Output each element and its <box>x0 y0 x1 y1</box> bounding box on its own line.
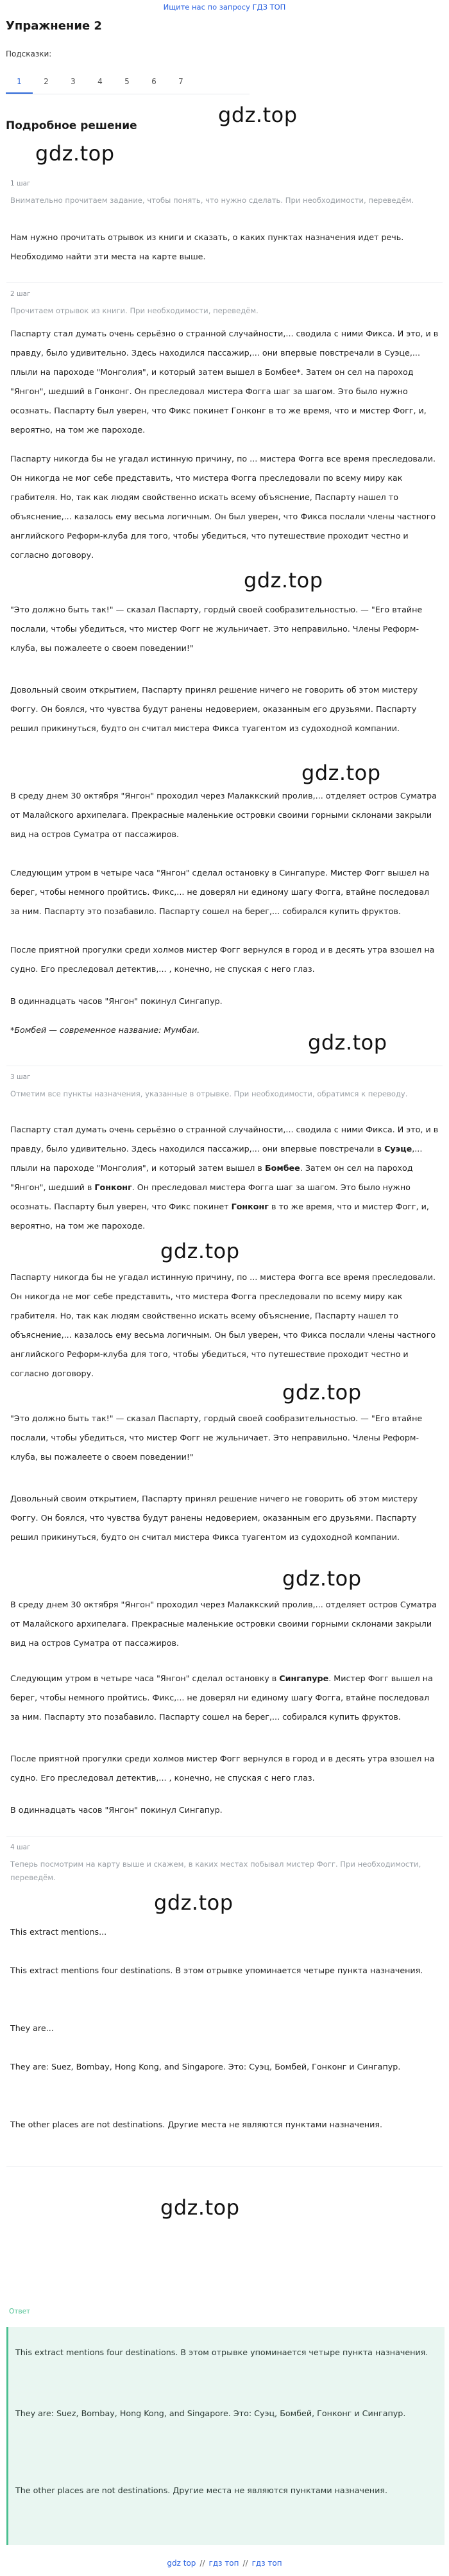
footer-link[interactable]: gdz top <box>167 2559 196 2568</box>
step-paragraph: В среду днем 30 октября "Янгон" проходил через Малаккский пролив,... отделяет остров Суматра от Малайского архипелага. Прекрасные маленькие островки своими горными склонами закрыли вид на остров Суматра от пассажиров. <box>10 1600 437 1648</box>
hints-label: Подсказки: <box>6 49 52 58</box>
watermark: gdz.top <box>35 141 115 166</box>
watermark: gdz.top <box>154 1890 233 1915</box>
tab-3[interactable]: 3 <box>71 77 76 86</box>
tab-1[interactable]: 1 <box>6 71 33 94</box>
footer-separator: // <box>199 2559 205 2568</box>
step-label: 4 шаг <box>10 1844 31 1851</box>
step-paragraph: Нам нужно прочитать отрывок из книги и сказать, о каких пунктах назначения идет речь. Необходимо найти эти места на карте выше. <box>10 232 404 261</box>
step-paragraph: Следующим утром в четыре часа "Янгон" сделал остановку в Сингапуре. Мистер Фогг вышел на берег, чтобы немного пройтись. Фикс,... не доверял ни единому шагу Фогга, втайне последовал за ним. Паспарту это позабавило. Паспарту сошел на берег,... собирался купить фруктов. <box>10 868 430 916</box>
destination-highlight: Гонконг <box>231 1202 269 1211</box>
divider <box>6 282 443 283</box>
page-title: Упражнение 2 <box>6 19 102 33</box>
answer-paragraph: They are: Suez, Bombay, Hong Kong, and Singapore. Это: Суэц, Бомбей, Гонконг и Сингапур. <box>15 2408 406 2418</box>
tab-2[interactable]: 2 <box>44 77 49 86</box>
watermark: gdz.top <box>244 568 323 592</box>
step-paragraph: This extract mentions... <box>10 1927 107 1937</box>
step-hint: Внимательно прочитаем задание, чтобы понять, что нужно сделать. При необходимости, переведём. <box>10 196 414 205</box>
divider <box>6 2166 443 2167</box>
destination-highlight: Бомбее <box>264 1163 300 1173</box>
step-paragraph: Паспарту стал думать очень серьёзно о странной случайности,... сводила с ними Фикса. И это, и в правду, было удивительно. Здесь находился пассажир,... они впервые повстречали в Суэце,... плыли на пароходе "Монголия", и который затем вышел в Бомбее*. Затем он сел на пароход "Янгон", шедший в Гонконг. Он преследовал мистера Фогга шаг за шагом. Это было нужно осознать. Паспарту был уверен, что Фикс покинет Гонконг в то же время, что и мистер Фогг, и, вероятно, на том же пароходе. <box>10 329 439 435</box>
step-paragraph: Следующим утром в четыре часа "Янгон" сделал остановку в Сингапуре. Мистер Фогг вышел на берег, чтобы немного пройтись. Фикс,... не доверял ни единому шагу Фогга, втайне последовал за ним. Паспарту это позабавило. Паспарту сошел на берег,... собирался купить фруктов. <box>10 1673 433 1722</box>
watermark: gdz.top <box>301 761 381 785</box>
watermark: gdz.top <box>282 1380 362 1405</box>
step-paragraph: В среду днем 30 октября "Янгон" проходил через Малаккский пролив,... отделяет остров Суматра от Малайского архипелага. Прекрасные маленькие островки своими горными склонами закрыли вид на остров Суматра от пассажиров. <box>10 791 437 839</box>
solution-title: Подробное решение <box>6 119 137 132</box>
footer-links <box>0 2556 449 2570</box>
tab-4[interactable]: 4 <box>97 77 103 86</box>
hints-tabs <box>6 71 250 94</box>
top-banner[interactable]: Ищите нас по запросу ГДЗ ТОП <box>163 3 286 12</box>
watermark: gdz.top <box>218 103 298 127</box>
footer-link[interactable]: гдз топ <box>251 2559 282 2568</box>
step-paragraph: После приятной прогулки среди холмов мистер Фогг вернулся в город и в десять утра взошел на судно. Его преследовал детектив,... , конечно, не спуская с него глаз. <box>10 1754 435 1783</box>
footnote: *Бомбей — современное название: Мумбаи. <box>10 1025 200 1035</box>
step-paragraph: The other places are not destinations. Другие места не являются пунктами назначения. <box>10 2120 383 2129</box>
step-paragraph: Паспарту никогда бы не угадал истинную причину, по ... мистера Фогга все время преследовали. Он никогда не мог себе представить, что мистера Фогга преследовали по всему миру как грабителя. Но, так как людям свойственно искать всему объяснение, Паспарту нашел то объяснение,... казалось ему весьма логичным. Он был уверен, что Фикса послали члены частного английского Реформ-клуба для того, чтобы убедиться, что путешествие проходит честно и согласно договору. <box>10 454 436 560</box>
step-paragraph: Довольный своим открытием, Паспарту принял решение ничего не говорить об этом мистеру Фоггу. Он боялся, что чувства будут ранены недоверием, оказанным его друзьями. Паспарту решил прикинуться, будто он считал мистера Фикса туагентом из судоходной компании. <box>10 685 418 733</box>
step-label: 1 шаг <box>10 180 31 187</box>
destination-highlight: Суэце <box>384 1144 412 1154</box>
answer-label: Ответ <box>9 2308 31 2315</box>
watermark: gdz.top <box>282 1566 362 1591</box>
step-label: 2 шаг <box>10 290 31 298</box>
step-paragraph: "Это должно быть так!" — сказал Паспарту, гордый своей сообразительностью. — "Его втайне послали, чтобы убедиться, что мистер Фогг не жульничает. Это неправильно. Члены Реформ-клуба, вы пожалеете о своем поведении!" <box>10 605 423 653</box>
step-paragraph: Довольный своим открытием, Паспарту принял решение ничего не говорить об этом мистеру Фоггу. Он боялся, что чувства будут ранены недоверием, оказанным его друзьями. Паспарту решил прикинуться, будто он считал мистера Фикса туагентом из судоходной компании. <box>10 1494 418 1542</box>
destination-highlight: Гонконг <box>94 1182 132 1192</box>
watermark: gdz.top <box>308 1030 387 1055</box>
step-paragraph: В одиннадцать часов "Янгон" покинул Сингапур. <box>10 996 223 1006</box>
step-hint: Отметим все пункты назначения, указанные в отрывке. При необходимости, обратимся к переводу. <box>10 1089 408 1098</box>
tab-6[interactable]: 6 <box>151 77 157 86</box>
watermark: gdz.top <box>160 2195 240 2220</box>
tab-7[interactable]: 7 <box>178 77 183 86</box>
step-paragraph: This extract mentions four destinations. В этом отрывке упоминается четыре пункта назначения. <box>10 1966 423 1975</box>
step-paragraph: Паспарту никогда бы не угадал истинную причину, по ... мистера Фогга все время преследовали. Он никогда не мог себе представить, что мистера Фогга преследовали по всему миру как грабителя. Но, так как людям свойственно искать всему объяснение, Паспарту нашел то объяснение,... казалось ему весьма логичным. Он был уверен, что Фикса послали члены частного английского Реформ-клуба для того, чтобы убедиться, что путешествие проходит честно и согласно договору. <box>10 1272 436 1378</box>
step-paragraph: В одиннадцать часов "Янгон" покинул Сингапур. <box>10 1805 223 1815</box>
step-hint: Теперь посмотрим на карту выше и скажем, в каких местах побывал мистер Фогг. При необходимости, переведём. <box>10 1860 421 1882</box>
answer-paragraph: This extract mentions four destinations. В этом отрывке упоминается четыре пункта назначения. <box>15 2347 428 2357</box>
answer-paragraph: The other places are not destinations. Другие места не являются пунктами назначения. <box>15 2485 388 2495</box>
step-paragraph: Паспарту стал думать очень серьёзно о странной случайности,... сводила с ними Фикса. И это, и в правду, было удивительно. Здесь находился пассажир,... они впервые повстречали в Суэце,... плыли на пароходе "Монголия", и который затем вышел в Бомбее. Затем он сел на пароход "Янгон", шедший в Гонконг. Он преследовал мистера Фогга шаг за шагом. Это было нужно осознать. Паспарту был уверен, что Фикс покинет Гонконг в то же время, что и мистер Фогг, и, вероятно, на том же пароходе. <box>10 1125 439 1231</box>
divider <box>6 1836 443 1837</box>
step-paragraph: They are: Suez, Bombay, Hong Kong, and Singapore. Это: Суэц, Бомбей, Гонконг и Сингапур. <box>10 2062 401 2071</box>
step-paragraph: После приятной прогулки среди холмов мистер Фогг вернулся в город и в десять утра взошел на судно. Его преследовал детектив,... , конечно, не спуская с него глаз. <box>10 945 435 974</box>
destination-highlight: Сингапуре <box>279 1673 329 1683</box>
tab-5[interactable]: 5 <box>124 77 130 86</box>
footer-link[interactable]: гдз топ <box>208 2559 239 2568</box>
watermark: gdz.top <box>160 1239 240 1263</box>
step-label: 3 шаг <box>10 1073 31 1081</box>
step-paragraph: "Это должно быть так!" — сказал Паспарту, гордый своей сообразительностью. — "Его втайне послали, чтобы убедиться, что мистер Фогг не жульничает. Это неправильно. Члены Реформ-клуба, вы пожалеете о своем поведении!" <box>10 1413 423 1462</box>
step-paragraph: They are... <box>10 2023 54 2033</box>
footer-separator: // <box>242 2559 248 2568</box>
step-hint: Прочитаем отрывок из книги. При необходимости, переведём. <box>10 306 258 315</box>
